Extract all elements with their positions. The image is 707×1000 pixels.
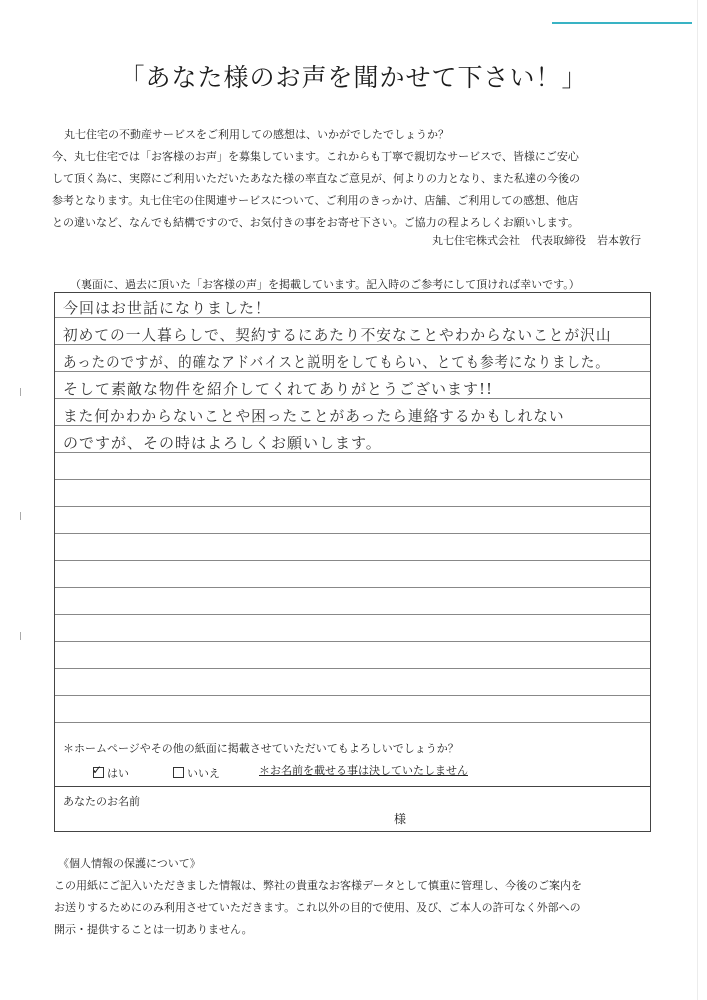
handwritten-line: あったのですが、的確なアドバイスと説明をしてもらい、とても参考になりました。 bbox=[63, 353, 610, 371]
page-title: 「あなた様のお声を聞かせて下さい！」 bbox=[119, 63, 588, 92]
intro-line: して頂く為に、実際にご利用いただいたあなた様の率直なご意見が、何よりの力となり、また私達の今後の bbox=[52, 172, 580, 185]
handwritten-line: 初めての一人暮らしで、契約するにあたり不安なことやわからないことが沢山 bbox=[63, 326, 612, 344]
privacy-line: お送りするためにのみ利用させていただきます。これ以外の目的で使用、及び、ご本人の許可なく外部への bbox=[54, 901, 581, 914]
intro-line: 丸七住宅の不動産サービスをご利用しての感想は、いかがでしたでしょうか？ bbox=[64, 128, 449, 141]
ruled-line bbox=[55, 668, 650, 669]
intro-line: 今、丸七住宅では「お客様のお声」を募集しています。これからも丁寧で親切なサービスで、皆様にご安心 bbox=[52, 150, 579, 163]
name-privacy-notice: ＊お名前を載せる事は決していたしません bbox=[259, 764, 468, 777]
handwritten-line: 今回はお世話になりました！ bbox=[63, 299, 272, 317]
ruled-line bbox=[55, 641, 650, 642]
consent-yes-checkbox[interactable] bbox=[92, 763, 104, 778]
privacy-heading: 《個人情報の保護について》 bbox=[58, 857, 201, 870]
consent-yes-option[interactable] bbox=[93, 762, 129, 781]
name-honorific[interactable]: 様 bbox=[394, 812, 407, 826]
margin-mark bbox=[20, 512, 21, 520]
margin-mark bbox=[20, 388, 21, 396]
intro-line: 参考となります。丸七住宅の住関連サービスについて、ご利用のきっかけ、店舗、ご利用しての感想、他店 bbox=[52, 194, 579, 207]
reference-note: （裏面に、過去に頂いた「お客様の声」を掲載しています。記入時のご参考にして頂ければ幸いです。） bbox=[70, 278, 580, 291]
ruled-line bbox=[55, 560, 650, 561]
handwritten-line: そして素敵な物件を紹介してくれてありがとうございます!! bbox=[63, 380, 494, 398]
privacy-line: 開示・提供することは一切ありません。 bbox=[54, 923, 253, 936]
consent-no-option[interactable] bbox=[173, 762, 220, 781]
ruled-line bbox=[55, 614, 650, 615]
intro-line: との違いなど、なんでも結構ですので、お気付きの事をお寄せ下さい。ご協力の程よろしくお願いします。 bbox=[52, 216, 579, 229]
intro-paragraph bbox=[52, 124, 652, 234]
ruled-line bbox=[55, 587, 650, 588]
publish-consent-question: ＊ホームページやその他の紙面に掲載させていただいてもよろしいでしょうか？ bbox=[63, 742, 459, 755]
consent-yes-label: はい bbox=[107, 767, 129, 780]
margin-mark bbox=[20, 632, 21, 640]
handwritten-line: また何かわからないことや困ったことがあったら連絡するかもしれない bbox=[63, 407, 565, 425]
ruled-line bbox=[55, 695, 650, 696]
company-signature: 丸七住宅株式会社 代表取締役 岩本敦行 bbox=[432, 234, 641, 247]
name-section-divider bbox=[55, 786, 650, 787]
consent-no-checkbox[interactable] bbox=[173, 767, 184, 778]
check-mark: ✓ bbox=[92, 763, 103, 777]
ruled-line bbox=[55, 722, 650, 723]
privacy-paragraph bbox=[54, 875, 674, 941]
privacy-line: この用紙にご記入いただきました情報は、弊社の貴重なお客様データとして慎重に管理し、今後のご案内を bbox=[54, 879, 582, 892]
ruled-line bbox=[55, 479, 650, 480]
name-field-label: あなたのお名前 bbox=[63, 795, 140, 808]
ruled-line bbox=[55, 533, 650, 534]
ruled-line bbox=[55, 506, 650, 507]
handwritten-line: のですが、その時はよろしくお願いします。 bbox=[63, 434, 382, 452]
page-edge bbox=[697, 0, 698, 1000]
corner-accent-line bbox=[552, 22, 692, 24]
feedback-form-box bbox=[54, 292, 651, 832]
consent-no-label: いいえ bbox=[187, 767, 220, 780]
